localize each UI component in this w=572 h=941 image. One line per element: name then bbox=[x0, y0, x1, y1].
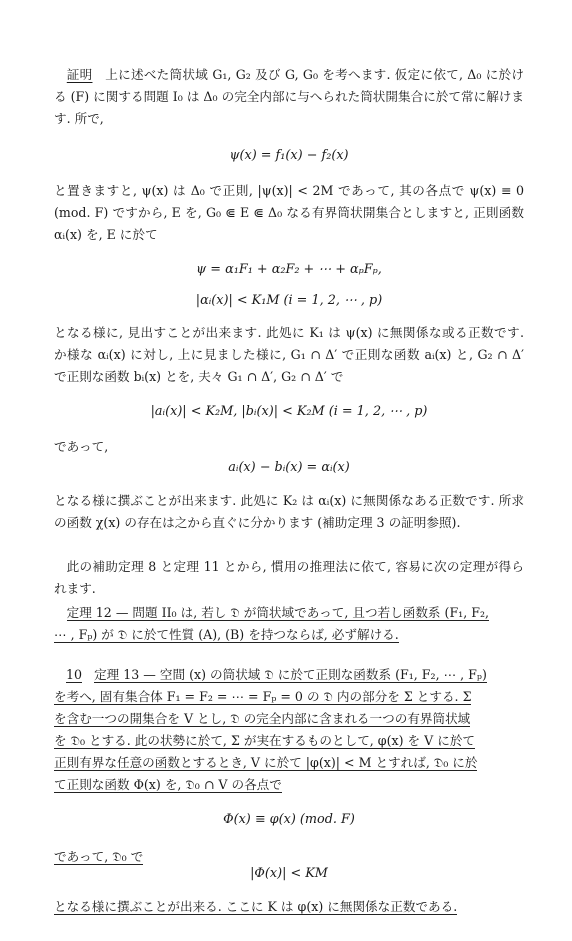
theorem-13-ending bbox=[54, 896, 524, 918]
theorem-13-line4: を 𝔇₀ とする. 此の状勢に於て, Σ が実在するものとして, φ(x) を V に於て bbox=[54, 733, 476, 748]
theorem-13-line3: を含む一つの開集合を V とし, 𝔇 の完全内部に含まれる一つの有界筒状域 bbox=[54, 711, 471, 726]
theorem-13-line5: 正則有界な任意の函数とするとき, V に於て |φ(x)| < M とすれば, 𝔇₀ に於 bbox=[54, 755, 478, 770]
paragraph-de-atte: であって, bbox=[54, 439, 109, 454]
paragraph-psi-regular: と置きますと, ψ(x) は Δ₀ で正則, |ψ(x)| < 2M であって, 其の各点で ψ(x) ≡ 0 (mod. F) ですから, E を, G₀ ⋐ E ⋐ Δ₀ なる有界筒状開集合としますと, 正則函数 αᵢ(x) を, E に於て bbox=[54, 183, 524, 242]
paragraph-k1: となる様に, 見出すことが出来ます. 此処に K₁ は ψ(x) に無関係な或る正数です. か様な αᵢ(x) に対し, 上に見ました様に, G₁ ∩ Δ′ で正則な函数 aᵢ(x) と, G₂ ∩ Δ′ で正則な函数 bᵢ(x) とを, 夫々 G₁ ∩ Δ′, G₂ ∩ Δ′ で bbox=[54, 325, 524, 384]
proof-label: 証明 bbox=[66, 67, 93, 82]
section-number: 10 bbox=[66, 667, 83, 682]
equation-ab-bound: |aᵢ(x)| < K₂M, |bᵢ(x)| < K₂M (i = 1, 2, ⋯ , p) bbox=[150, 404, 428, 419]
equation-congruence: Φ(x) ≡ φ(x) (mod. F) bbox=[223, 812, 355, 827]
theorem-13-continuation bbox=[54, 846, 524, 868]
equation-a-minus-b: aᵢ(x) − bᵢ(x) = αᵢ(x) bbox=[228, 460, 350, 475]
theorem-13 bbox=[54, 664, 524, 796]
theorem-13-line7: であって, 𝔇₀ で bbox=[54, 849, 144, 864]
theorem-12-line2: ⋯ , Fₚ) が 𝔇 に於て性質 (A), (B) を持つならば, 必ず解ける. bbox=[54, 627, 399, 642]
equation-alpha-sum: ψ = α₁F₁ + α₂F₂ + ⋯ + αₚFₚ, bbox=[196, 262, 382, 277]
theorem-12 bbox=[54, 602, 524, 646]
proof-text: 上に述べた筒状域 G₁, G₂ 及び G, G₀ を考へます. 仮定に依て, Δ₀ に於ける (F) に関する問題 I₀ は Δ₀ の完全内部に与へられた筒状開集合に於て常に解けます. 所で, bbox=[54, 67, 524, 126]
equation-psi: ψ(x) = f₁(x) − f₂(x) bbox=[229, 148, 349, 163]
theorem-13-line6: て正則な函数 Φ(x) を, 𝔇₀ ∩ V の各点で bbox=[54, 777, 282, 792]
theorem-13-line8: となる様に撰ぶことが出来る. ここに K は φ(x) に無関係な正数である. bbox=[54, 899, 458, 914]
theorem-13-line1: 定理 13 — 空間 (x) の筒状域 𝔇 に於て正則な函数系 (F₁, F₂, ⋯ , Fₚ) bbox=[94, 667, 487, 682]
equation-alpha-bound: |αᵢ(x)| < K₁M (i = 1, 2, ⋯ , p) bbox=[195, 293, 383, 308]
theorem-13-line2: を考へ, 固有集合体 F₁ = F₂ = ⋯ = Fₚ = 0 の 𝔇 内の部分を Σ とする. Σ bbox=[54, 689, 472, 704]
paragraph-lemma8: 此の補助定理 8 と定理 11 とから, 慣用の推理法に依て, 容易に次の定理が得られます. bbox=[54, 559, 524, 596]
proof-paragraph bbox=[54, 64, 524, 130]
paragraph-k2: となる様に撰ぶことが出来ます. 此処に K₂ は αᵢ(x) に無関係なある正数です. 所求の函数 χ(x) の存在は之から直ぐに分かります (補助定理 3 の証明参照). bbox=[54, 493, 524, 530]
theorem-12-line1: 定理 12 — 問題 II₀ は, 若し 𝔇 が筒状域であって, 且つ若し函数系 (F₁, F₂, bbox=[66, 605, 490, 620]
equation-phi-bound: |Φ(x)| < KM bbox=[250, 866, 328, 881]
